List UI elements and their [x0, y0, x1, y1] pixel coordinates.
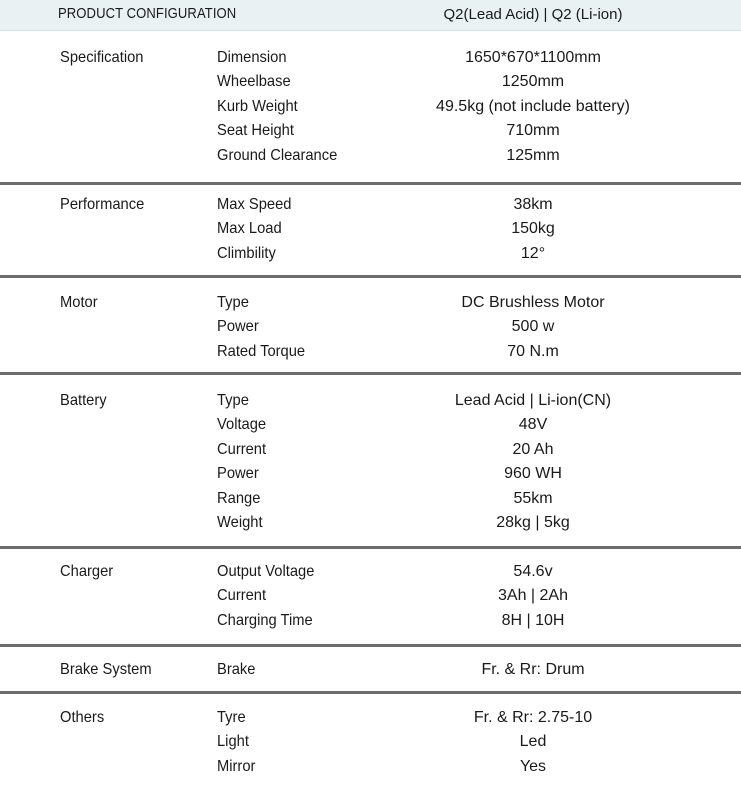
spec-value: 49.5kg (not include battery) — [436, 97, 630, 115]
spec-value: Fr. & Rr: 2.75-10 — [473, 709, 593, 726]
spec-row — [0, 70, 741, 94]
spec-key: Max Load — [217, 220, 282, 238]
spec-value: 960 WH — [504, 465, 562, 483]
section-divider — [0, 546, 741, 549]
spec-row — [0, 413, 741, 437]
spec-row — [0, 217, 741, 241]
section-label: Charger — [60, 563, 114, 580]
spec-value: 48V — [518, 416, 548, 434]
spec-key: Weight — [217, 514, 263, 531]
section-divider — [0, 275, 741, 278]
section-divider — [0, 644, 741, 647]
spec-value: 70 N.m — [507, 342, 559, 360]
spec-row — [0, 389, 741, 413]
header-title: PRODUCT CONFIGURATION — [58, 6, 237, 22]
spec-value: 54.6v — [513, 563, 553, 580]
spec-value: 12° — [520, 244, 546, 262]
spec-value: DC Brushless Motor — [461, 294, 605, 311]
spec-value: 710mm — [506, 122, 560, 140]
spec-key: Dimension — [217, 49, 287, 66]
spec-key: Rated Torque — [217, 342, 306, 360]
section-label: Performance — [60, 196, 145, 213]
spec-value: 20 Ah — [512, 440, 554, 458]
spec-value: 1250mm — [501, 73, 565, 91]
spec-row — [0, 193, 741, 217]
spec-value: 125mm — [506, 146, 560, 164]
spec-row — [0, 730, 741, 754]
spec-row — [0, 242, 741, 266]
spec-row — [0, 609, 741, 633]
spec-row — [0, 511, 741, 535]
spec-row — [0, 315, 741, 339]
spec-value: 28kg | 5kg — [496, 514, 570, 531]
spec-key: Power — [217, 465, 259, 483]
spec-key: Charging Time — [217, 611, 313, 629]
spec-key: Voltage — [217, 416, 267, 434]
section-divider — [0, 691, 741, 694]
spec-value: 3Ah | 2Ah — [498, 587, 568, 605]
spec-row — [0, 119, 741, 143]
spec-value: Yes — [519, 757, 547, 775]
header-models: Q2(Lead Acid) | Q2 (Li-ion) — [443, 6, 623, 23]
spec-key: Max Speed — [217, 196, 292, 213]
header-bar — [0, 0, 741, 31]
section-label: Brake System — [60, 661, 152, 678]
section-label: Motor — [60, 294, 98, 311]
spec-key: Tyre — [217, 709, 246, 726]
spec-value: Lead Acid | Li-ion(CN) — [454, 392, 612, 409]
spec-row — [0, 584, 741, 608]
section-divider — [0, 182, 741, 185]
spec-value: 150kg — [511, 220, 555, 238]
spec-value: 38km — [513, 196, 553, 213]
spec-row — [0, 291, 741, 315]
spec-value: 1650*670*1100mm — [465, 49, 601, 66]
spec-row — [0, 560, 741, 584]
spec-row — [0, 438, 741, 462]
section-label: Specification — [60, 49, 144, 66]
spec-key: Kurb Weight — [217, 97, 298, 115]
spec-value: Led — [519, 733, 547, 751]
spec-key: Range — [217, 489, 261, 507]
spec-key: Ground Clearance — [217, 146, 338, 164]
spec-key: Current — [217, 587, 267, 605]
spec-key: Type — [217, 294, 249, 311]
spec-key: Wheelbase — [217, 73, 291, 91]
spec-value: 55km — [513, 489, 553, 507]
spec-row — [0, 706, 741, 730]
spec-row — [0, 462, 741, 486]
spec-row — [0, 340, 741, 364]
spec-key: Light — [217, 733, 249, 751]
spec-row — [0, 487, 741, 511]
spec-row — [0, 658, 741, 682]
spec-value: 500 w — [511, 318, 555, 336]
spec-row — [0, 755, 741, 779]
spec-key: Power — [217, 318, 259, 336]
section-label: Others — [60, 709, 105, 726]
spec-key: Seat Height — [217, 122, 294, 140]
section-divider — [0, 372, 741, 375]
spec-key: Current — [217, 440, 267, 458]
spec-row — [0, 95, 741, 119]
spec-key: Type — [217, 392, 249, 409]
spec-row — [0, 46, 741, 70]
spec-key: Climbility — [217, 244, 276, 262]
spec-row — [0, 144, 741, 168]
section-label: Battery — [60, 392, 107, 409]
spec-key: Output Voltage — [217, 563, 315, 580]
spec-key: Brake — [217, 661, 256, 678]
spec-value: 8H | 10H — [501, 611, 565, 629]
spec-key: Mirror — [217, 757, 256, 775]
spec-value: Fr. & Rr: Drum — [481, 661, 585, 678]
